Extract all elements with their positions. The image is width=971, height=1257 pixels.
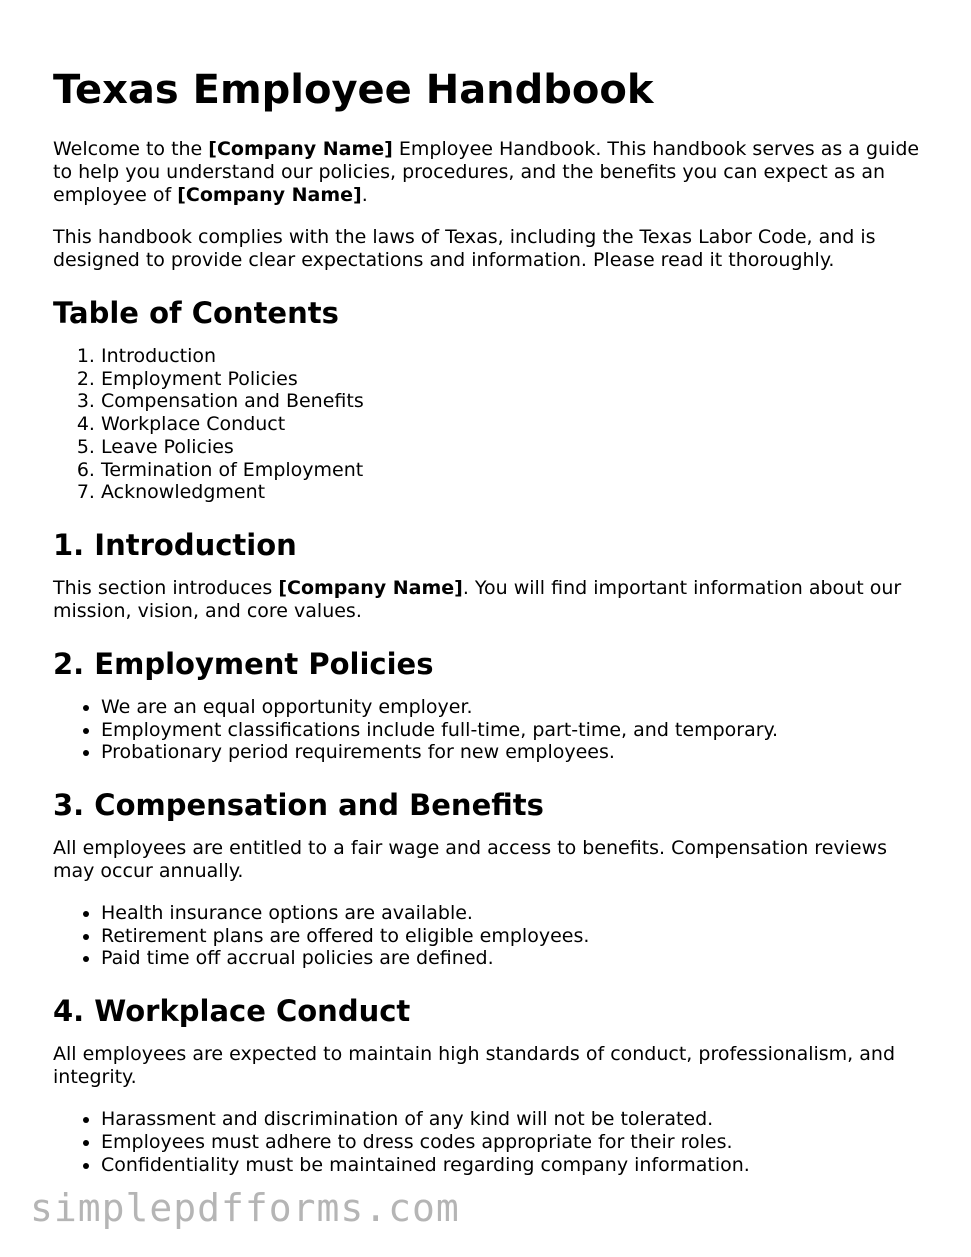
section1-text-post: . You will find important information about our mission, vision, and core values.	[53, 576, 902, 622]
toc-item: 3. Compensation and Benefits	[101, 390, 925, 413]
list-item: • Health insurance options are available.	[101, 902, 925, 925]
toc-heading: Table of Contents	[53, 296, 339, 330]
employment-policies-list	[53, 696, 925, 764]
conduct-list	[53, 1108, 925, 1176]
document-page	[53, 62, 925, 1195]
toc-item: 4. Workplace Conduct	[101, 413, 925, 436]
section-heading-employment-policies: 2. Employment Policies	[53, 646, 434, 681]
toc-item: 7. Acknowledgment	[101, 481, 925, 504]
list-item: • Harassment and discrimination of any kind will not be tolerated.	[101, 1108, 925, 1131]
company-name-placeholder: [Company Name]	[278, 576, 463, 599]
section-heading-compensation: 3. Compensation and Benefits	[53, 788, 544, 823]
page-title: Texas Employee Handbook	[53, 67, 654, 113]
list-item: • Probationary period requirements for new employees.	[101, 741, 925, 764]
intro-paragraph-1	[53, 138, 925, 207]
watermark: simplepdfforms.com	[30, 1186, 460, 1230]
toc-item: 2. Employment Policies	[101, 368, 925, 391]
list-item: • Employment classifications include full-time, part-time, and temporary.	[101, 719, 925, 742]
company-name-placeholder: [Company Name]	[177, 184, 362, 206]
list-item: • We are an equal opportunity employer.	[101, 696, 925, 719]
section-introduction-text	[53, 577, 925, 623]
toc-item: 5. Leave Policies	[101, 436, 925, 459]
section-conduct-text: All employees are expected to maintain high standards of conduct, professionalism, and integrity.	[53, 1043, 896, 1089]
intro-text-post: .	[361, 184, 368, 206]
intro-text-mid: Employee Handbook. This handbook serves as a guide to help you understand our policies, procedures, and the benefits you can expect as an employee of	[53, 138, 920, 206]
toc-list	[53, 345, 925, 504]
toc-item: 6. Termination of Employment	[101, 459, 925, 482]
company-name-placeholder: [Company Name]	[208, 138, 393, 160]
section1-text-pre: This section introduces	[53, 576, 279, 599]
list-item: • Retirement plans are offered to eligible employees.	[101, 925, 925, 948]
compensation-list	[53, 902, 925, 970]
section-heading-workplace-conduct: 4. Workplace Conduct	[53, 994, 411, 1029]
section-heading-introduction: 1. Introduction	[53, 527, 297, 562]
list-item: • Paid time off accrual policies are defined.	[101, 947, 925, 970]
toc-item: 1. Introduction	[101, 345, 925, 368]
list-item: • Confidentiality must be maintained regarding company information.	[101, 1154, 925, 1177]
section-compensation-text: All employees are entitled to a fair wage and access to benefits. Compensation reviews may occur annually.	[53, 837, 888, 883]
intro-paragraph-2: This handbook complies with the laws of Texas, including the Texas Labor Code, and is designed to provide clear expectations and information. Please read it thoroughly.	[53, 226, 876, 271]
list-item: • Employees must adhere to dress codes appropriate for their roles.	[101, 1131, 925, 1154]
intro-text-pre: Welcome to the	[53, 138, 209, 160]
